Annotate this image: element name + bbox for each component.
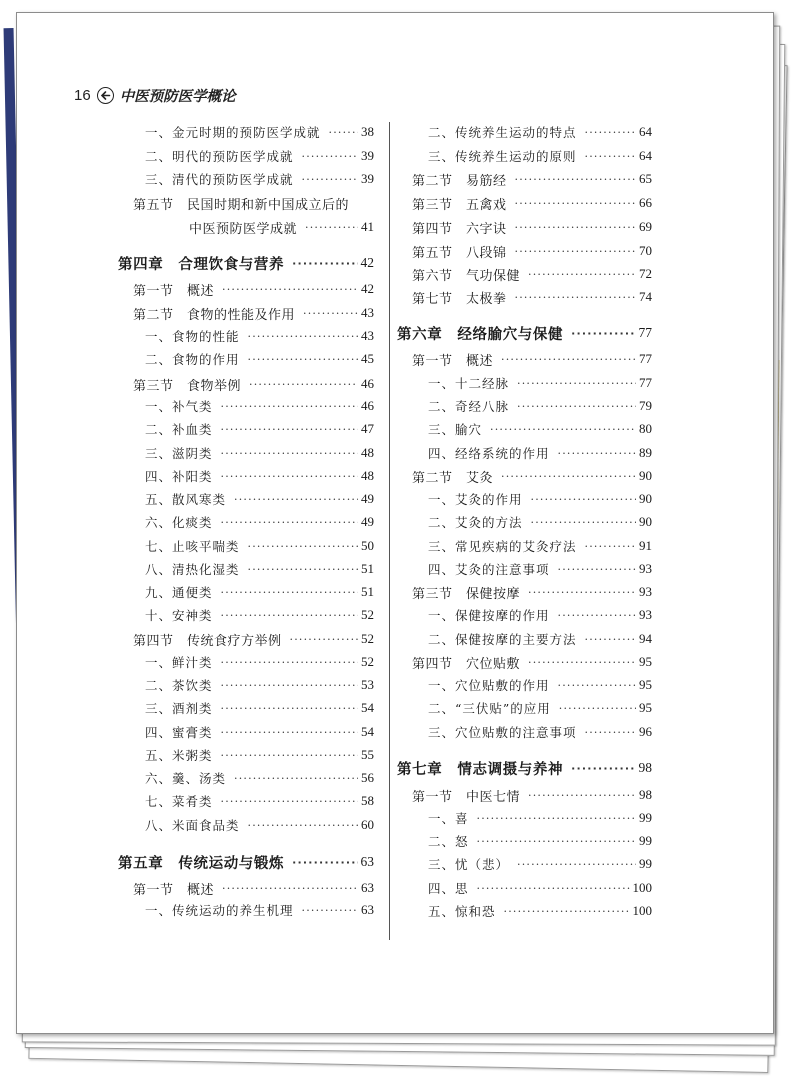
toc-entry-title: 二、保健按摩的主要方法 (428, 632, 577, 647)
toc-page-number: 100 (632, 903, 652, 918)
toc-entry-title: 一、喜 (428, 811, 469, 826)
toc-page-number: 56 (361, 770, 374, 785)
toc-entry-title: 七、菜肴类 (145, 794, 213, 809)
toc-entry-title: 三、滋阴类 (145, 446, 213, 461)
toc-entry-title: 二、“三伏贴”的应用 (428, 701, 551, 716)
toc-page-number: 54 (361, 724, 374, 739)
toc-entry-title: 一、保健按摩的作用 (428, 608, 550, 623)
toc-page-number: 63 (360, 854, 374, 869)
toc-page-number: 77 (639, 351, 652, 366)
toc-page-number: 45 (361, 351, 374, 366)
toc-page-number: 42 (361, 281, 374, 296)
toc-entry-title: 七、止咳平喘类 (145, 539, 240, 554)
toc-page-number: 89 (639, 445, 652, 460)
toc-entry-title: 二、艾灸的方法 (428, 515, 523, 530)
toc-page-number: 51 (361, 584, 374, 599)
toc-entry-title: 第四章 合理饮食与营养 (118, 256, 285, 273)
toc-page-number: 63 (361, 880, 374, 895)
toc-entry-title: 一、穴位贴敷的作用 (428, 678, 550, 693)
toc-entry-title: 五、散风寒类 (145, 492, 227, 507)
toc-entry-title: 二、传统养生运动的特点 (428, 125, 577, 140)
toc-entry-title: 第一节 概述 (412, 353, 494, 369)
toc-entry-title: 三、忧（悲） (428, 857, 510, 872)
toc-page-number: 90 (639, 514, 652, 529)
toc-entry-title: 中医预防医学成就 (189, 221, 298, 237)
toc-page-number: 90 (639, 491, 652, 506)
toc-page-number: 79 (639, 398, 652, 413)
toc-entry-title: 一、鲜汁类 (145, 655, 213, 670)
toc-entry-title: 第二节 艾灸 (412, 470, 494, 486)
toc-entry-title: 二、补血类 (145, 422, 213, 437)
toc-page-number: 70 (639, 243, 652, 258)
toc-page-number: 46 (361, 376, 374, 391)
toc-entry-title: 第一节 中医七情 (412, 789, 521, 805)
toc-entry-title: 二、茶饮类 (145, 678, 213, 693)
toc-entry-title: 四、经络系统的作用 (428, 446, 550, 461)
toc-page-number: 95 (639, 654, 652, 669)
toc-page-number: 63 (361, 902, 374, 917)
toc-page-number: 46 (361, 398, 374, 413)
toc-page-number: 95 (639, 677, 652, 692)
toc-page-number: 90 (639, 468, 652, 483)
toc-page-number: 72 (639, 266, 652, 281)
toc-entry-title: 第三节 食物举例 (133, 378, 242, 394)
toc-entry-title: 一、金元时期的预防医学成就 (145, 125, 321, 140)
toc-page-number: 98 (638, 760, 652, 775)
toc-page-number: 42 (360, 255, 374, 270)
toc-page-number: 77 (638, 325, 652, 340)
toc-page-number: 48 (361, 445, 374, 460)
toc-entry-title: 四、艾灸的注意事项 (428, 562, 550, 577)
toc-entry-title: 一、补气类 (145, 399, 213, 414)
toc-entry-title: 三、清代的预防医学成就 (145, 172, 294, 187)
toc-entry-title: 四、蜜膏类 (145, 725, 213, 740)
toc-page-number: 48 (361, 468, 374, 483)
toc-entry-title: 一、传统运动的养生机理 (145, 903, 294, 918)
toc-page-number: 52 (361, 607, 374, 622)
toc-page-number: 43 (361, 328, 374, 343)
toc-entry-title: 八、米面食品类 (145, 818, 240, 833)
toc-page-number: 80 (639, 421, 652, 436)
toc-entry-title: 三、腧穴 (428, 422, 483, 437)
toc-page-number: 52 (361, 631, 374, 646)
toc-page-number: 51 (361, 561, 374, 576)
toc-entry-title: 第三节 五禽戏 (412, 197, 507, 213)
toc-page-number: 65 (639, 171, 652, 186)
toc-entry-title: 十、安神类 (145, 608, 213, 623)
toc-page-number: 69 (639, 219, 652, 234)
toc-entry-title: 一、食物的性能 (145, 329, 240, 344)
toc-page-number: 64 (639, 124, 652, 139)
page-number: 16 (74, 86, 91, 104)
toc-entry-title: 四、补阳类 (145, 469, 213, 484)
toc-page-number: 39 (361, 148, 374, 163)
arrow-left-icon (97, 87, 114, 104)
toc-page-number: 41 (361, 219, 374, 234)
toc-entry-title: 第四节 传统食疗方举例 (133, 633, 282, 649)
toc-page-number: 47 (361, 421, 374, 436)
toc-entry-title: 第二节 食物的性能及作用 (133, 307, 296, 323)
toc-entry-title: 三、酒剂类 (145, 701, 213, 716)
toc-entry-title: 九、通便类 (145, 585, 213, 600)
toc-page-number: 93 (639, 607, 652, 622)
toc-entry-title: 六、羹、汤类 (145, 771, 227, 786)
toc-entry-title: 第五节 民国时期和新中国成立后的 (133, 197, 350, 213)
toc-page-number: 54 (361, 700, 374, 715)
toc-page-number: 99 (639, 856, 652, 871)
toc-page-number: 93 (639, 561, 652, 576)
toc-entry-title: 第四节 穴位贴敷 (412, 656, 521, 672)
toc-entry-title: 五、惊和恐 (428, 904, 496, 919)
toc-page-number: 55 (361, 747, 374, 762)
toc-entry-title: 第五节 八段锦 (412, 245, 507, 261)
toc-entry-title: 二、奇经八脉 (428, 399, 510, 414)
toc-entry-title: 二、食物的作用 (145, 352, 240, 367)
toc-page-number: 100 (632, 880, 652, 895)
toc-page-number: 99 (639, 833, 652, 848)
toc-entry-title: 六、化痰类 (145, 515, 213, 530)
toc-page-number: 64 (639, 148, 652, 163)
toc-entry-title: 第六节 气功保健 (412, 268, 521, 284)
toc-page-number: 74 (639, 289, 652, 304)
toc-page-number: 52 (361, 654, 374, 669)
toc-entry-title: 四、思 (428, 881, 469, 896)
toc-entry-title: 第二节 易筋经 (412, 173, 507, 189)
toc-entry-title: 第四节 六字诀 (412, 221, 507, 237)
toc-page-number: 43 (361, 305, 374, 320)
toc-page-number: 94 (639, 631, 652, 646)
toc-entry-title: 八、清热化湿类 (145, 562, 240, 577)
toc-page-number: 60 (361, 817, 374, 832)
toc-entry-title: 第三节 保健按摩 (412, 586, 521, 602)
toc-page-number: 77 (639, 375, 652, 390)
toc-entry-title: 第六章 经络腧穴与保健 (397, 326, 564, 343)
toc-entry-title: 第五章 传统运动与锻炼 (118, 855, 285, 872)
toc-page-number: 50 (361, 538, 374, 553)
toc-page-number: 49 (361, 491, 374, 506)
toc-page-number: 95 (639, 700, 652, 715)
toc-entry-title: 五、米粥类 (145, 748, 213, 763)
toc-page (16, 12, 774, 1034)
toc-entry-title: 第一节 概述 (133, 882, 215, 898)
toc-page-number: 98 (639, 787, 652, 802)
toc-entry-title: 一、艾灸的作用 (428, 492, 523, 507)
toc-page-number: 99 (639, 810, 652, 825)
toc-entry-title: 三、常见疾病的艾灸疗法 (428, 539, 577, 554)
toc-page-number: 53 (361, 677, 374, 692)
toc-entry-title: 第七节 太极拳 (412, 291, 507, 307)
toc-page-number: 91 (639, 538, 652, 553)
toc-entry-title: 三、传统养生运动的原则 (428, 149, 577, 164)
toc-page-number: 96 (639, 724, 652, 739)
column-divider (389, 122, 390, 940)
page-header (74, 84, 236, 106)
toc-entry-title: 三、穴位贴敷的注意事项 (428, 725, 577, 740)
toc-entry-title: 一、十二经脉 (428, 376, 510, 391)
toc-entry-title: 二、怒 (428, 834, 469, 849)
toc-page-number: 49 (361, 514, 374, 529)
toc-entry-title: 第七章 情志调摄与养神 (397, 761, 564, 778)
toc-page-number: 58 (361, 793, 374, 808)
toc-page-number: 38 (361, 124, 374, 139)
toc-entry-title: 第一节 概述 (133, 283, 215, 299)
book-title: 中医预防医学概论 (119, 87, 236, 105)
toc-page-number: 93 (639, 584, 652, 599)
toc-entry-title: 二、明代的预防医学成就 (145, 149, 294, 164)
toc-page-number: 66 (639, 195, 652, 210)
toc-page-number: 39 (361, 171, 374, 186)
